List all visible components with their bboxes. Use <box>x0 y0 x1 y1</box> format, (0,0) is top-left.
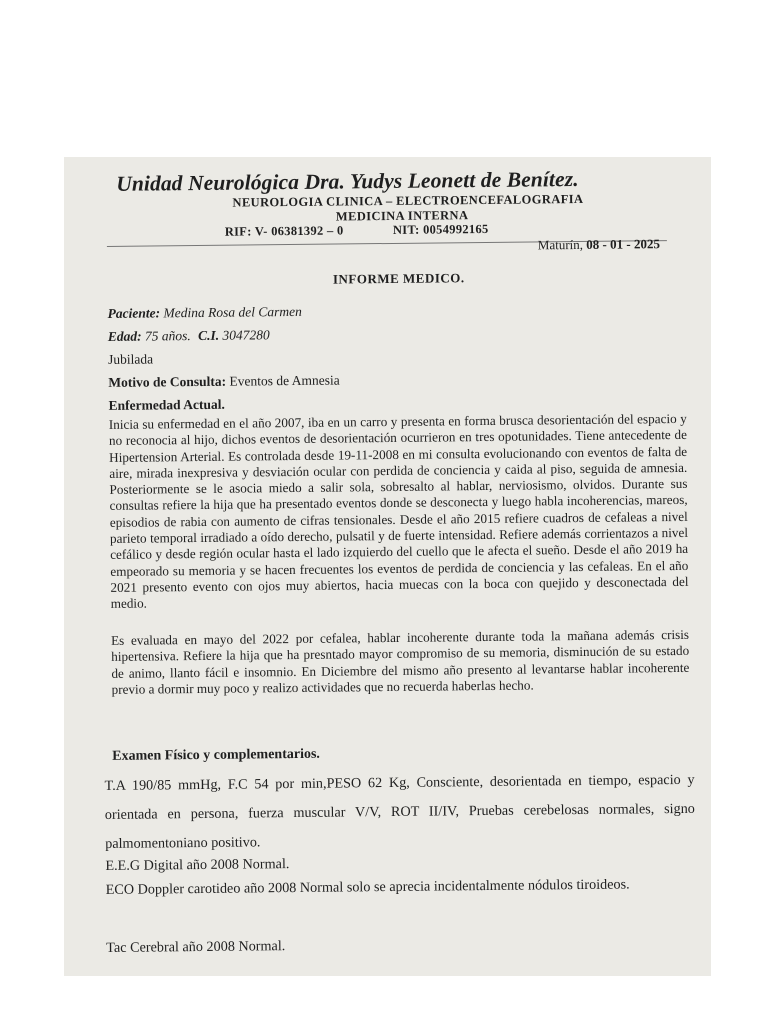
exam-ct: Tac Cerebral año 2008 Normal. <box>106 938 286 956</box>
patient-name-label: Paciente: <box>107 305 161 321</box>
exam-doppler: ECO Doppler carotideo año 2008 Normal solo se aprecia incidentalmente nódulos tiroideos. <box>105 876 630 898</box>
age-value: 75 años. <box>144 328 191 344</box>
exam-vitals: T.A 190/85 mmHg, F.C 54 por min,PESO 62 Kg, Consciente, desorientada en tiempo, espacio y orientada en persona, fuerza muscular V/V, ROT II/IV, Pruebas cerebelosas normales, signo palmomentoniano positivo. <box>104 771 695 852</box>
specialty-line-2: MEDICINA INTERNA <box>335 208 469 224</box>
rif-number: RIF: V- 06381392 – 0 <box>224 223 344 239</box>
patient-age-row <box>108 327 270 345</box>
date-city: Maturín, <box>537 236 587 253</box>
date-value: 08 - 01 - 2025 <box>586 236 661 252</box>
current-illness-paragraph-1: Inicia su enfermedad en el año 2007, iba en un carro y presenta en forma brusca desorientación del espacio y no reconocia al hijo, dichos eventos de desorientación ocurrieron en tres opotunidades. Tiene antecedente de Hipertension Arterial. Es controlada desde 19-11-2008 en mi consulta evolucionando con eventos de falta de aire, mirada inexpresiva y desviación ocular con perdida de conciencia y caida al piso, seguida de amnesia. Posteriormente se le asocia miedo a salir sola, sobresalto al hablar, nerviosismo, olvidos. Durante sus consultas refiere la hija que ha presentado eventos donde se desconecta y luego habla incoherencias, mareos, episodios de rabia con aumento de cifras tensionales. Desde el año 2015 refiere cuadros de cefaleas a nivel parieto temporal irradiado a oído derecho, pulsatil y de fuerte intensidad. Refiere además corrientazos a nivel cefálico y desde región ocular hasta el lado izquierdo del cuello que le afecta el sueño. Desde el año 2019 ha empeorado su memoria y se hacen frecuentes los eventos de perdida de conciencia y las cefaleas. En el año 2021 presento evento con ojos muy abiertos, hacia muecas con la boca con quejido y desconectada del medio. <box>108 410 689 612</box>
patient-name-row <box>108 304 302 322</box>
consult-reason-row <box>108 373 340 391</box>
clinic-name: Unidad Neurológica Dra. Yudys Leonett de Benítez. <box>116 167 579 196</box>
current-illness-title: Enfermedad Actual. <box>108 396 225 413</box>
report-content <box>64 157 711 976</box>
tax-ids <box>225 222 489 240</box>
medical-report-page <box>64 157 711 976</box>
specialty-line-1: NEUROLOGIA CLINICA – ELECTROENCEFALOGRAFIA <box>232 191 584 210</box>
exam-eeg: E.E.G Digital año 2008 Normal. <box>105 856 290 874</box>
patient-name-value: Medina Rosa del Carmen <box>163 303 302 321</box>
patient-occupation: Jubilada <box>108 351 154 367</box>
ci-label: C.I. <box>198 327 220 343</box>
nit-number: NIT: 0054992165 <box>392 221 489 237</box>
report-date <box>538 236 660 253</box>
physical-exam-title: Examen Físico y complementarios. <box>112 746 320 764</box>
age-label: Edad: <box>107 328 142 344</box>
consult-reason-label: Motivo de Consulta: <box>108 373 227 390</box>
ci-value: 3047280 <box>222 327 270 343</box>
current-illness-paragraph-2: Es evaluada en mayo del 2022 por cefalea, hablar incoherente durante toda la mañana además crisis hipertensiva. Refiere la hija que ha presntado mayor compromiso de su memoria, disminución de su estado de animo, llanto fácil e insomnio. En Diciembre del mismo año presento al levantarse hablar incoherente previo a dormir muy poco y realizo actividades que no recuerda haberlas hecho. <box>110 626 690 697</box>
report-title: INFORME MEDICO. <box>332 270 465 287</box>
consult-reason-value: Eventos de Amnesia <box>229 372 340 389</box>
